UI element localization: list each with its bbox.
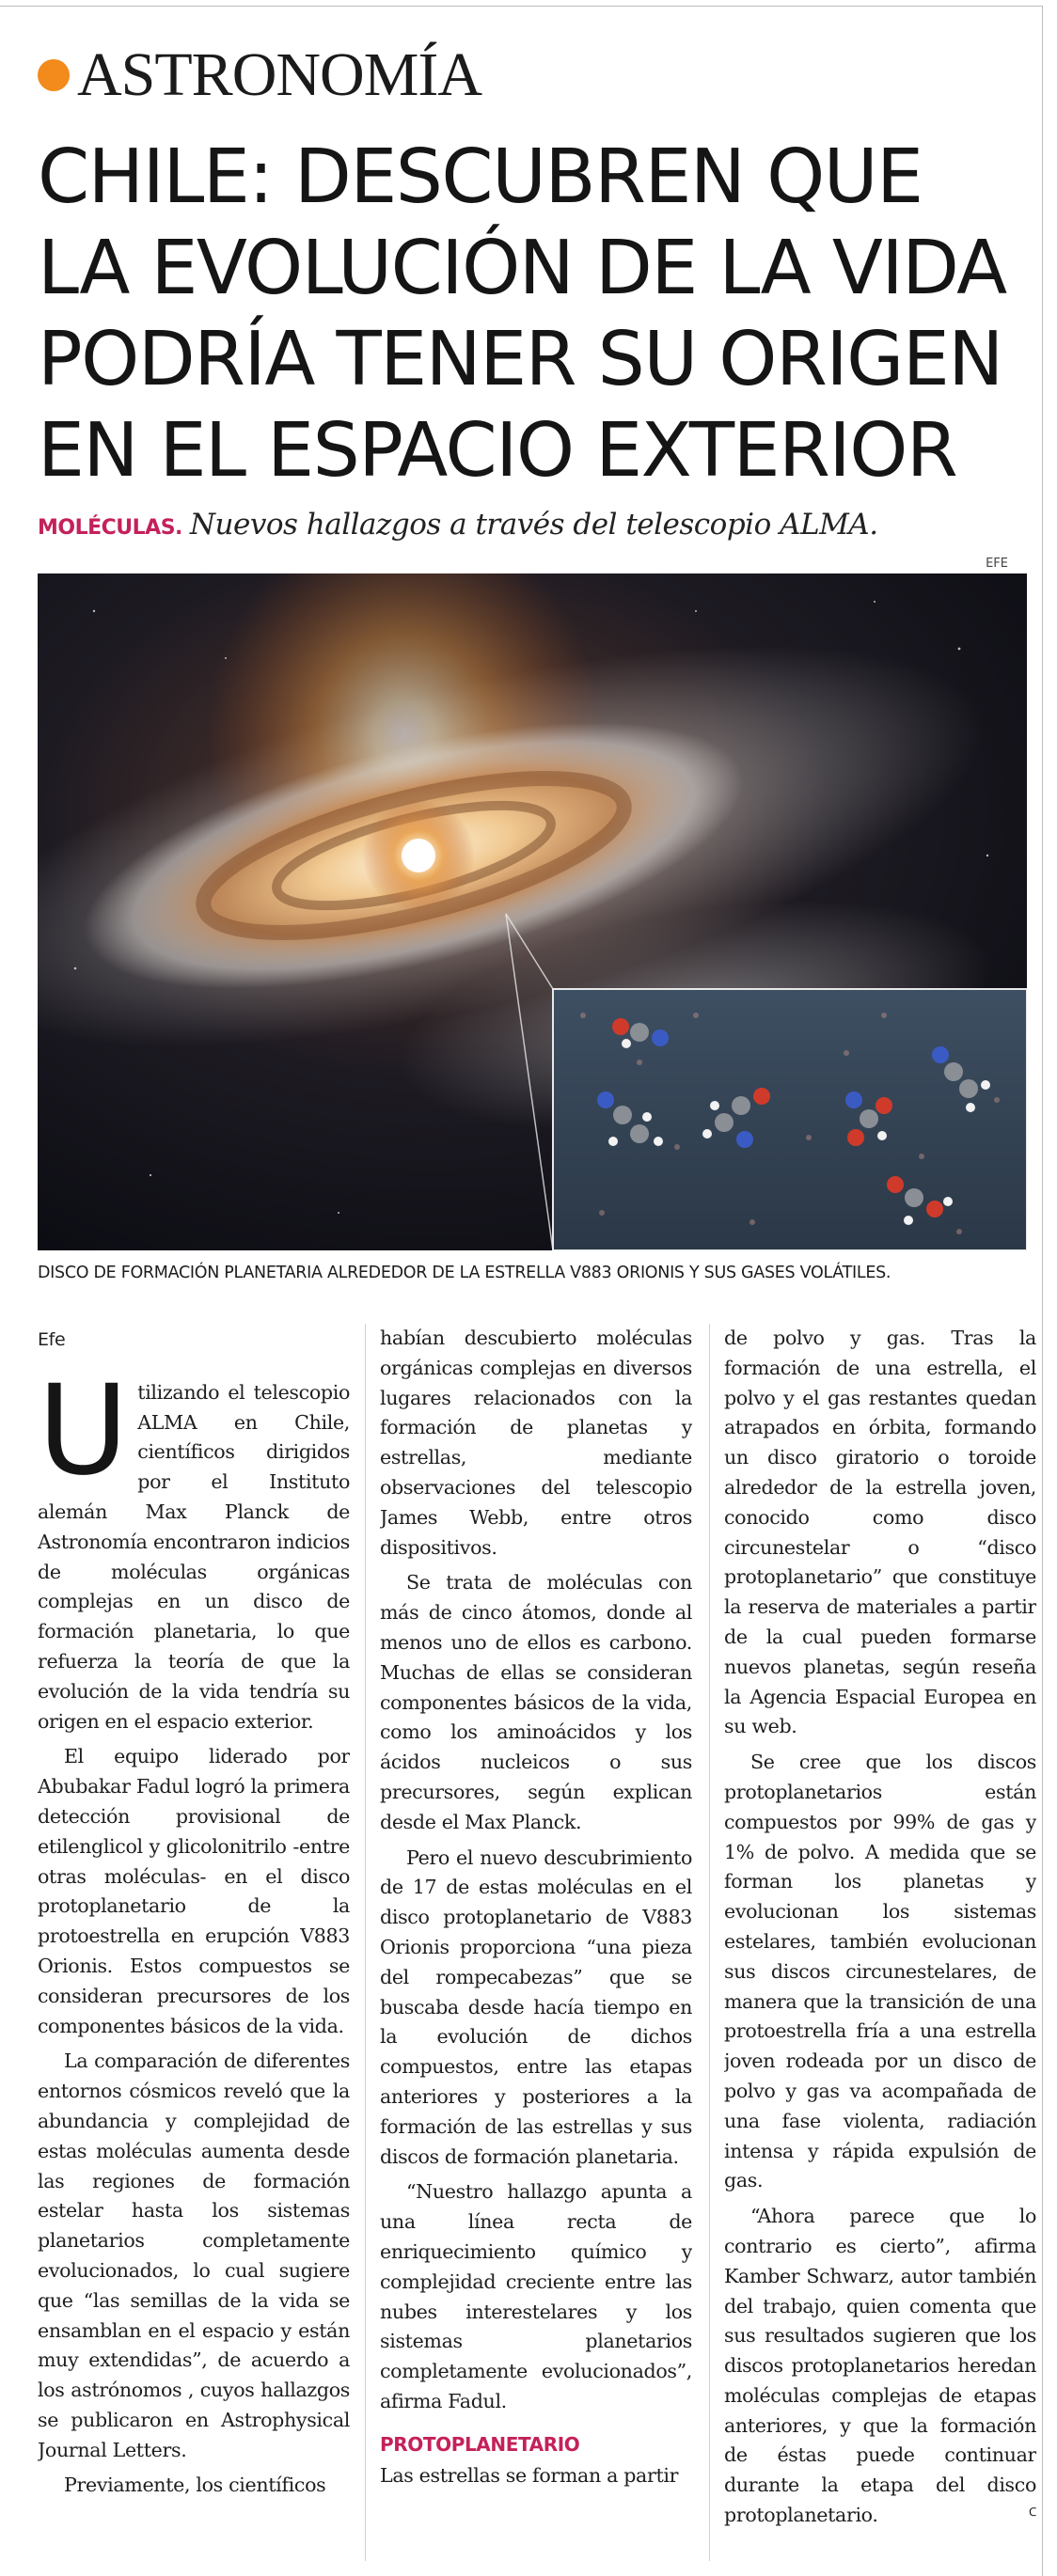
protoplanetary-disk-illustration — [38, 573, 1027, 1250]
headline — [38, 132, 1034, 496]
section-header — [38, 39, 481, 111]
section-dot-icon — [38, 59, 70, 91]
headline-line-3: PODRÍA TENER SU ORIGEN — [38, 316, 1002, 402]
column-divider-2 — [709, 1324, 710, 2561]
body-column-1 — [38, 1324, 350, 2565]
paragraph-10: de polvo y gas. Tras la formación de una estrella, el polvo y el gas restantes quedan atrapados en órbita, formando un disco giratorio o toroide alrededor de la estrella joven, conocido como disco circunestelar o “disco protoplanetario” que constituye la reserva de materiales a partir de la cual pueden formarse nuevos planetas, según reseña la Agencia Espacial Europea en su web. — [724, 1327, 1036, 1738]
deck: Nuevos hallazgos a través del telescopio ALMA. — [189, 508, 878, 542]
paragraph-12: “Ahora parece que lo contrario es cierto”, afirma Kamber Schwarz, autor también del trabajo, quien comenta que sus resultados sugieren que los discos protoplanetarios heredan moléculas complejas de etapas anteriores, y que la formación de éstas puede continuar durante la etapa del disco protoplanetario. — [724, 2205, 1036, 2527]
paragraph-8: “Nuestro hallazgo apunta a una línea recta de enriquecimiento químico y complejidad creciente entre las nubes interestelares y los sistemas planetarios completamente evolucionados”, afirma Fadul. — [380, 2180, 692, 2412]
subhead-protoplanetario: PROTOPLANETARIO — [380, 2432, 580, 2456]
right-rule — [1042, 6, 1043, 2576]
headline-line-1: CHILE: DESCUBREN QUE — [38, 134, 923, 220]
body-column-2 — [380, 1324, 692, 2565]
paragraph-1-text: tilizando el telescopio ALMA en Chile, científicos dirigidos por el Instituto alemán Max Planck de Astronomía encontraron indicios de moléculas orgánicas complejas en un disco de formación planetaria, lo que refuerza la teoría de que la evolución de la vida tendría su origen en el espacio exterior. — [38, 1380, 350, 1733]
subline — [38, 508, 978, 542]
kicker: MOLÉCULAS. — [38, 516, 182, 540]
headline-line-2: LA EVOLUCIÓN DE LA VIDA — [38, 225, 1006, 311]
paragraph-6: Se trata de moléculas con más de cinco átomos, donde al menos uno de ellos es carbono. Muchas de ellas se consideran componentes básicos de la vida, como los aminoácidos y los ácidos nucleicos o sus precursores, según explican desde el Max Planck. — [380, 1571, 692, 1833]
paragraph-3: La comparación de diferentes entornos cósmicos reveló que la abundancia y complejidad de estas moléculas aumenta desde las regiones de formación estelar hasta los sistemas planetarios completamente evolucionados, lo cual sugiere que “las semillas de la vida se ensamblan en el espacio y están muy extendidas”, de acuerdo a los astrónomos , cuyos hallazgos se publicaron en Astrophysical Journal Letters. — [38, 2050, 350, 2461]
body-column-3 — [724, 1324, 1036, 2565]
byline: Efe — [38, 1329, 66, 1350]
paragraph-1 — [38, 1358, 350, 1737]
paragraph-2: El equipo liderado por Abubakar Fadul logró la primera detección provisional de etilenglicol y glicolonitrilo -entre otras moléculas- en el disco protoplanetario de la protoestrella en erupción V883 Orionis. Estos compuestos se consideran precursores de los componentes básicos de la vida. — [38, 1745, 350, 2037]
paragraph-5: habían descubierto moléculas orgánicas complejas en diversos lugares relacionados con la formación de planetas y estrellas, mediante observaciones del telescopio James Webb, entre otros dispositivos. — [380, 1327, 692, 1559]
column-divider-1 — [365, 1324, 366, 2561]
top-rule — [0, 6, 1042, 7]
drop-cap: U — [38, 1358, 129, 1503]
headline-line-4: EN EL ESPACIO EXTERIOR — [38, 407, 957, 494]
paragraph-11: Se cree que los discos protoplanetarios están compuestos por 99% de gas y 1% de polvo. A medida que se forman los planetas y evolucionan los sistemas estelares, también evolucionan sus discos circunestelares, de manera que la transición de una protoestrella fría a una estrella joven rodeada por un disco de polvo y gas va acompañada de una fase violenta, radiación intensa y rápida expulsión de gas. — [724, 1751, 1036, 2192]
end-mark-icon: ꟲ — [1028, 2503, 1036, 2526]
section-label: ASTRONOMÍA — [77, 40, 482, 109]
paragraph-7: Pero el nuevo descubrimiento de 17 de estas moléculas en el disco protoplanetario de V883 Orionis proporciona “una pieza del rompecabezas” que se buscaba desde hacía tiempo en la evolución de dichos compuestos, entre las etapas anteriores y posteriores a la formación de las estrellas y sus discos de formación planetaria. — [380, 1846, 692, 2168]
photo-caption: DISCO DE FORMACIÓN PLANETARIA ALREDEDOR DE LA ESTRELLA V883 ORIONIS Y SUS GASES VOLÁTILES. — [38, 1264, 891, 1282]
paragraph-9: Las estrellas se forman a partir — [380, 2464, 679, 2488]
photo-credit: EFE — [986, 557, 1008, 571]
paragraph-4: Previamente, los científicos — [64, 2474, 326, 2497]
